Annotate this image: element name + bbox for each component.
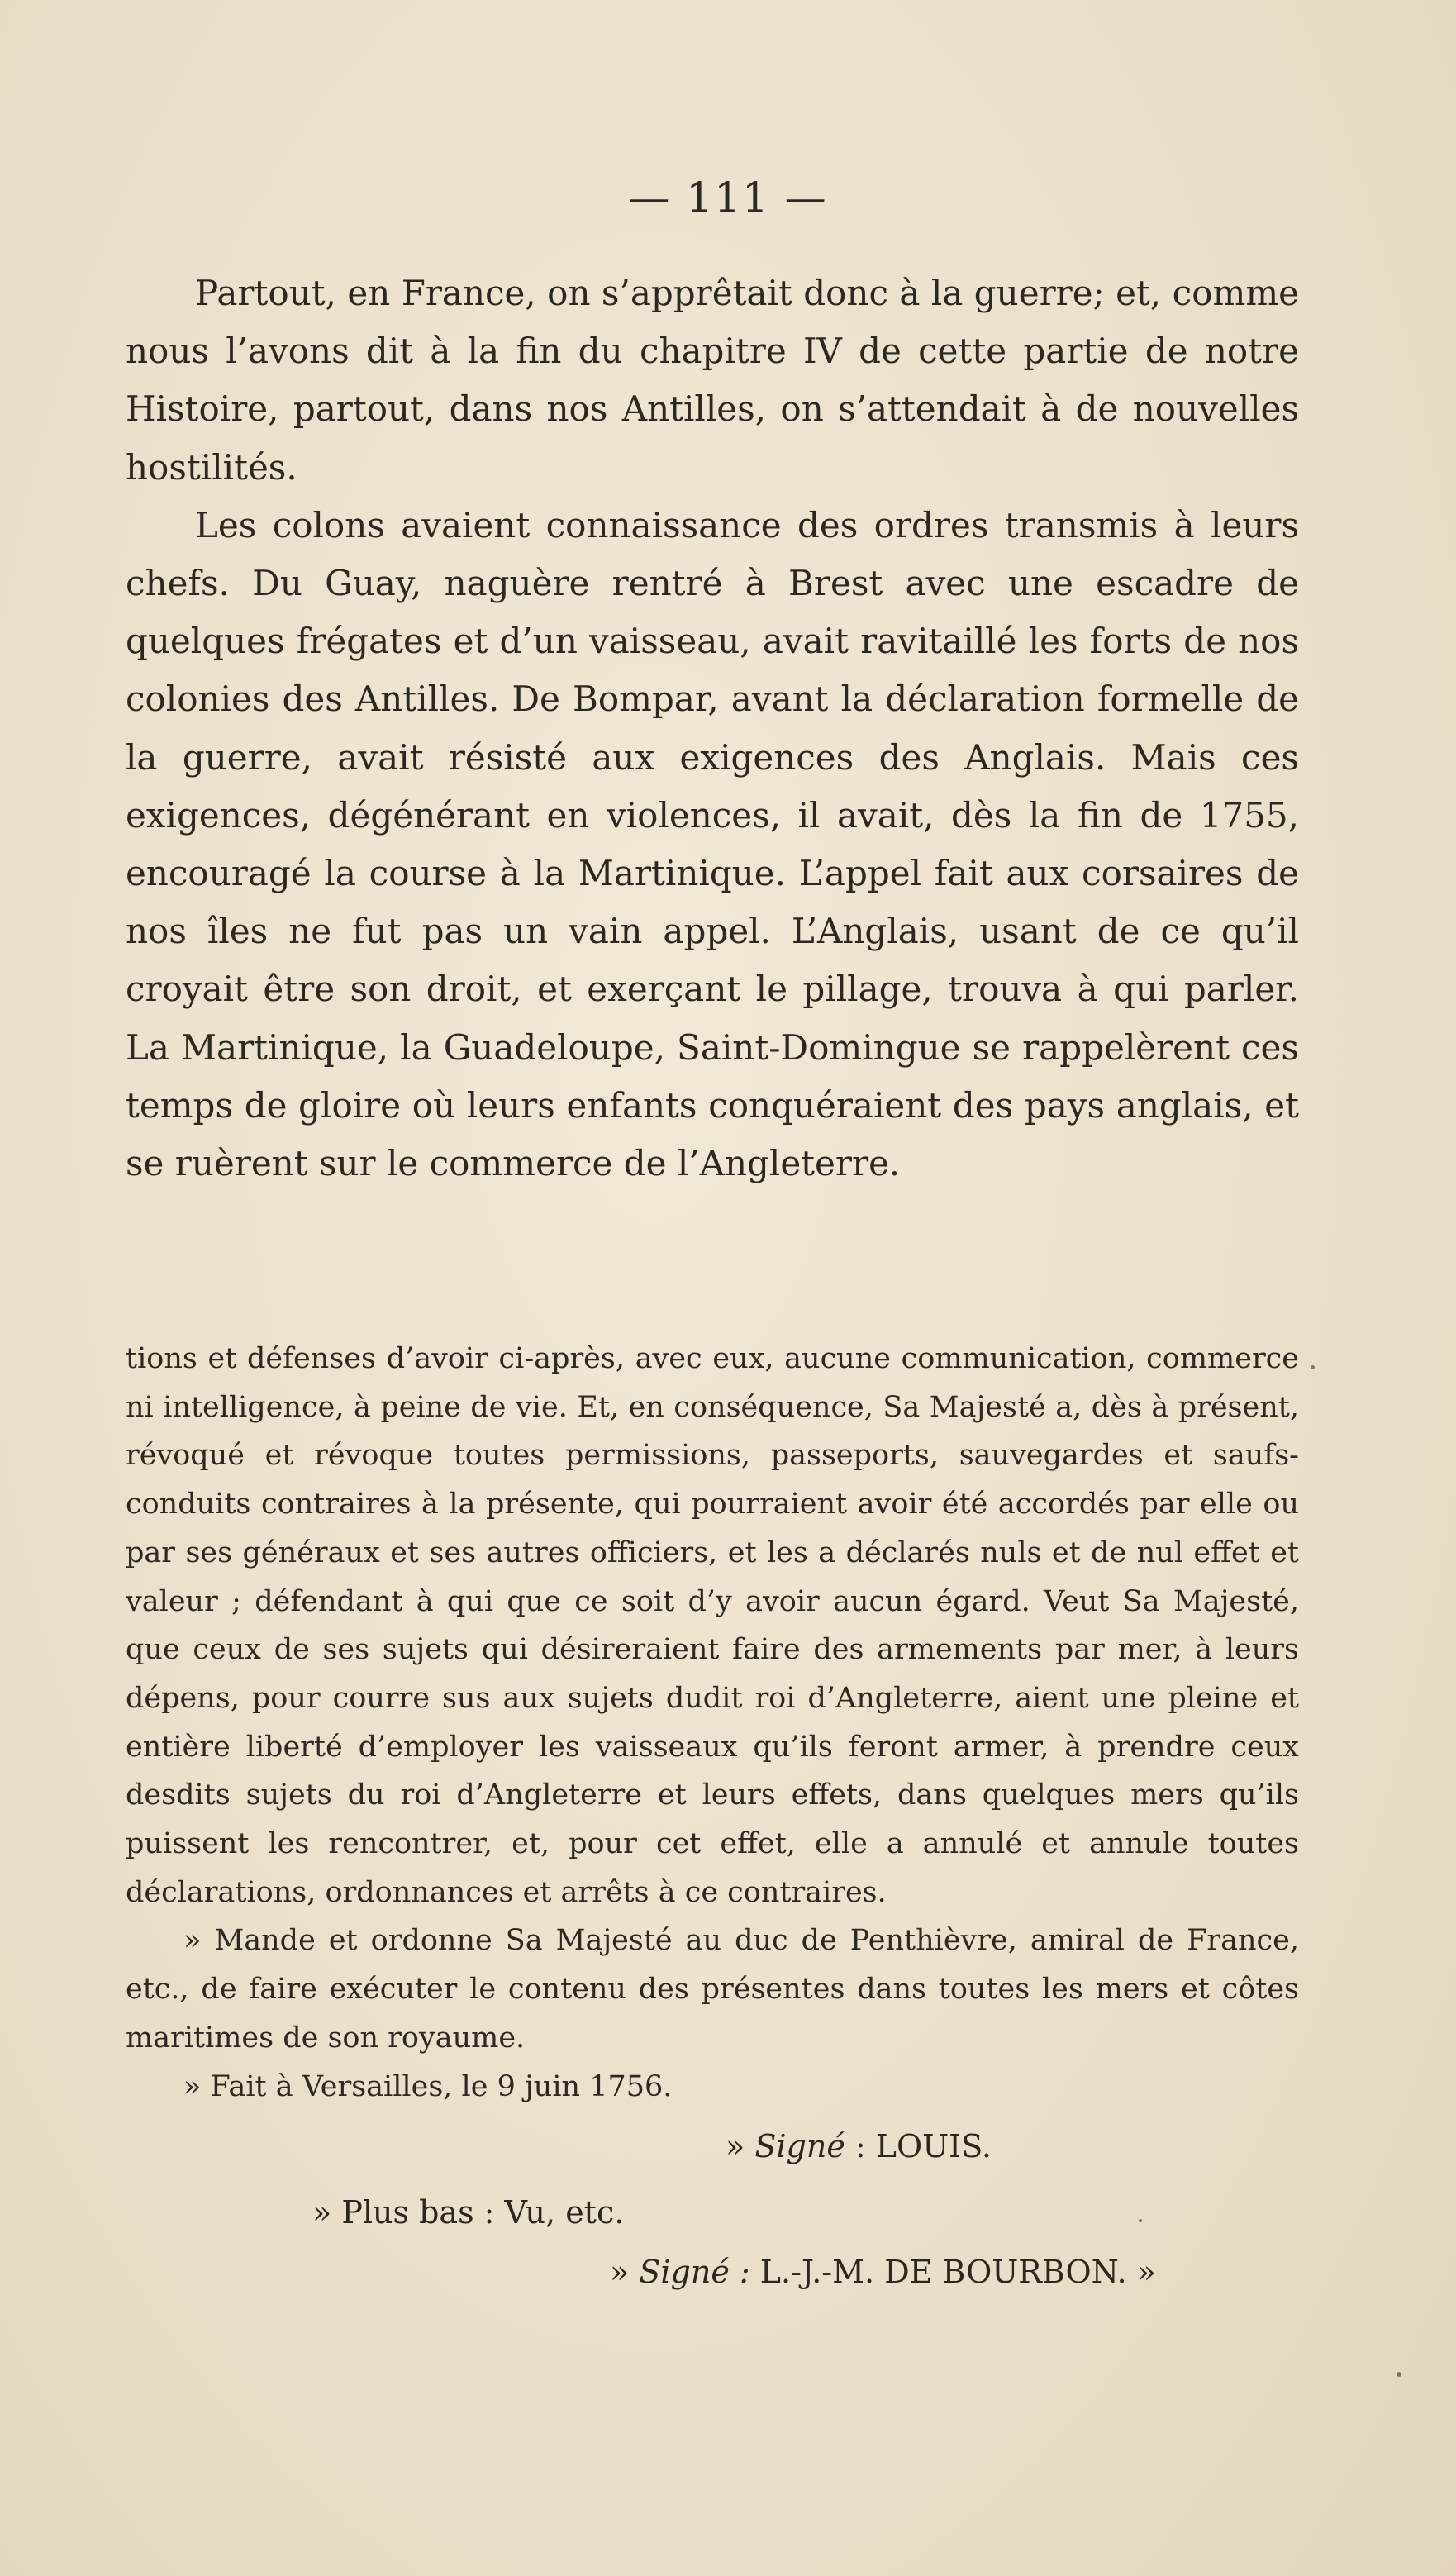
main-text [126,264,1299,1193]
signature-louis: » Signé : LOUIS. [726,2128,992,2164]
plus-bas-line: » Plus bas : Vu, etc. [312,2194,625,2231]
paper-speck [1397,2372,1401,2377]
signe-label: Signé : [639,2254,750,2290]
paragraph: Partout, en France, on s’apprêtait donc à la guerre; et, comme nous l’avons dit à la fin du chapitre IV de cette partie de notre Histoire, partout, dans nos Antilles, on s’attendait à de nouvelles hostilités. [126,273,1299,488]
signature-bourbon: » Signé : L.-J.-M. DE BOURBON. » [610,2254,1156,2290]
footnote-date-line: » Fait à Versailles, le 9 juin 1756. [183,2069,673,2103]
paper-speck [1139,2219,1142,2222]
signe-label: Signé [754,2128,845,2164]
paragraph: Les colons avaient connaissance des ordres transmis à leurs chefs. Du Guay, naguère rentré à Brest avec une escadre de quelques frégates et d’un vaisseau, avait ravitaillé les forts de nos colonies des Antilles. De Bompar, avant la déclaration formelle de la guerre, avait résisté aux exigences des Anglais. Mais ces exigences, dégénérant en violences, il avait, dès la fin de 1755, encouragé la course à la Martinique. L’appel fait aux corsaires de nos îles ne fut pas un vain appel. L’Anglais, usant de ce qu’il croyait être son droit, et exerçant le pillage, trouva à qui parler. La Martinique, la Guadeloupe, Saint-Domingue se rappelèrent ces temps de gloire où leurs enfants conquéraient des pays anglais, et se ruèrent sur le commerce de l’Angleterre. [126,504,1299,1184]
footnote-paragraph: » Mande et ordonne Sa Majesté au duc de Penthièvre, amiral de France, etc., de faire exécuter le contenu des présentes dans toutes les mers et côtes maritimes de son royaume. [126,1924,1299,2055]
footnote-paragraph: tions et défenses d’avoir ci-après, avec eux, aucune communication, commerce ni intelligence, à peine de vie. Et, en conséquence, Sa Majesté a, dès à présent, révoqué et révoque toutes permissions, passeports, sauvegardes et saufs-conduits contraires à la présente, qui pourraient avoir été accordés par elle ou par ses généraux et ses autres officiers, et les a déclarés nuls et de nul effet et valeur ; défendant à qui que ce soit d’y avoir aucun égard. Veut Sa Majesté, que ceux de ses sujets qui désireraient faire des armements par mer, à leurs dépens, pour courre sus aux sujets dudit roi d’Angleterre, aient une pleine et entière liberté d’employer les vaisseaux qu’ils feront armer, à prendre ceux desdits sujets du roi d’Angleterre et leurs effets, dans quelques mers qu’ils puissent les rencontrer, et, pour cet effet, elle a annulé et annule toutes déclarations, ordonnances et arrêts à ce contraires. [126,1342,1299,1909]
page-number: — 111 — [628,174,828,221]
paper-speck [1311,1365,1315,1369]
footnote-text [126,1335,1299,2111]
